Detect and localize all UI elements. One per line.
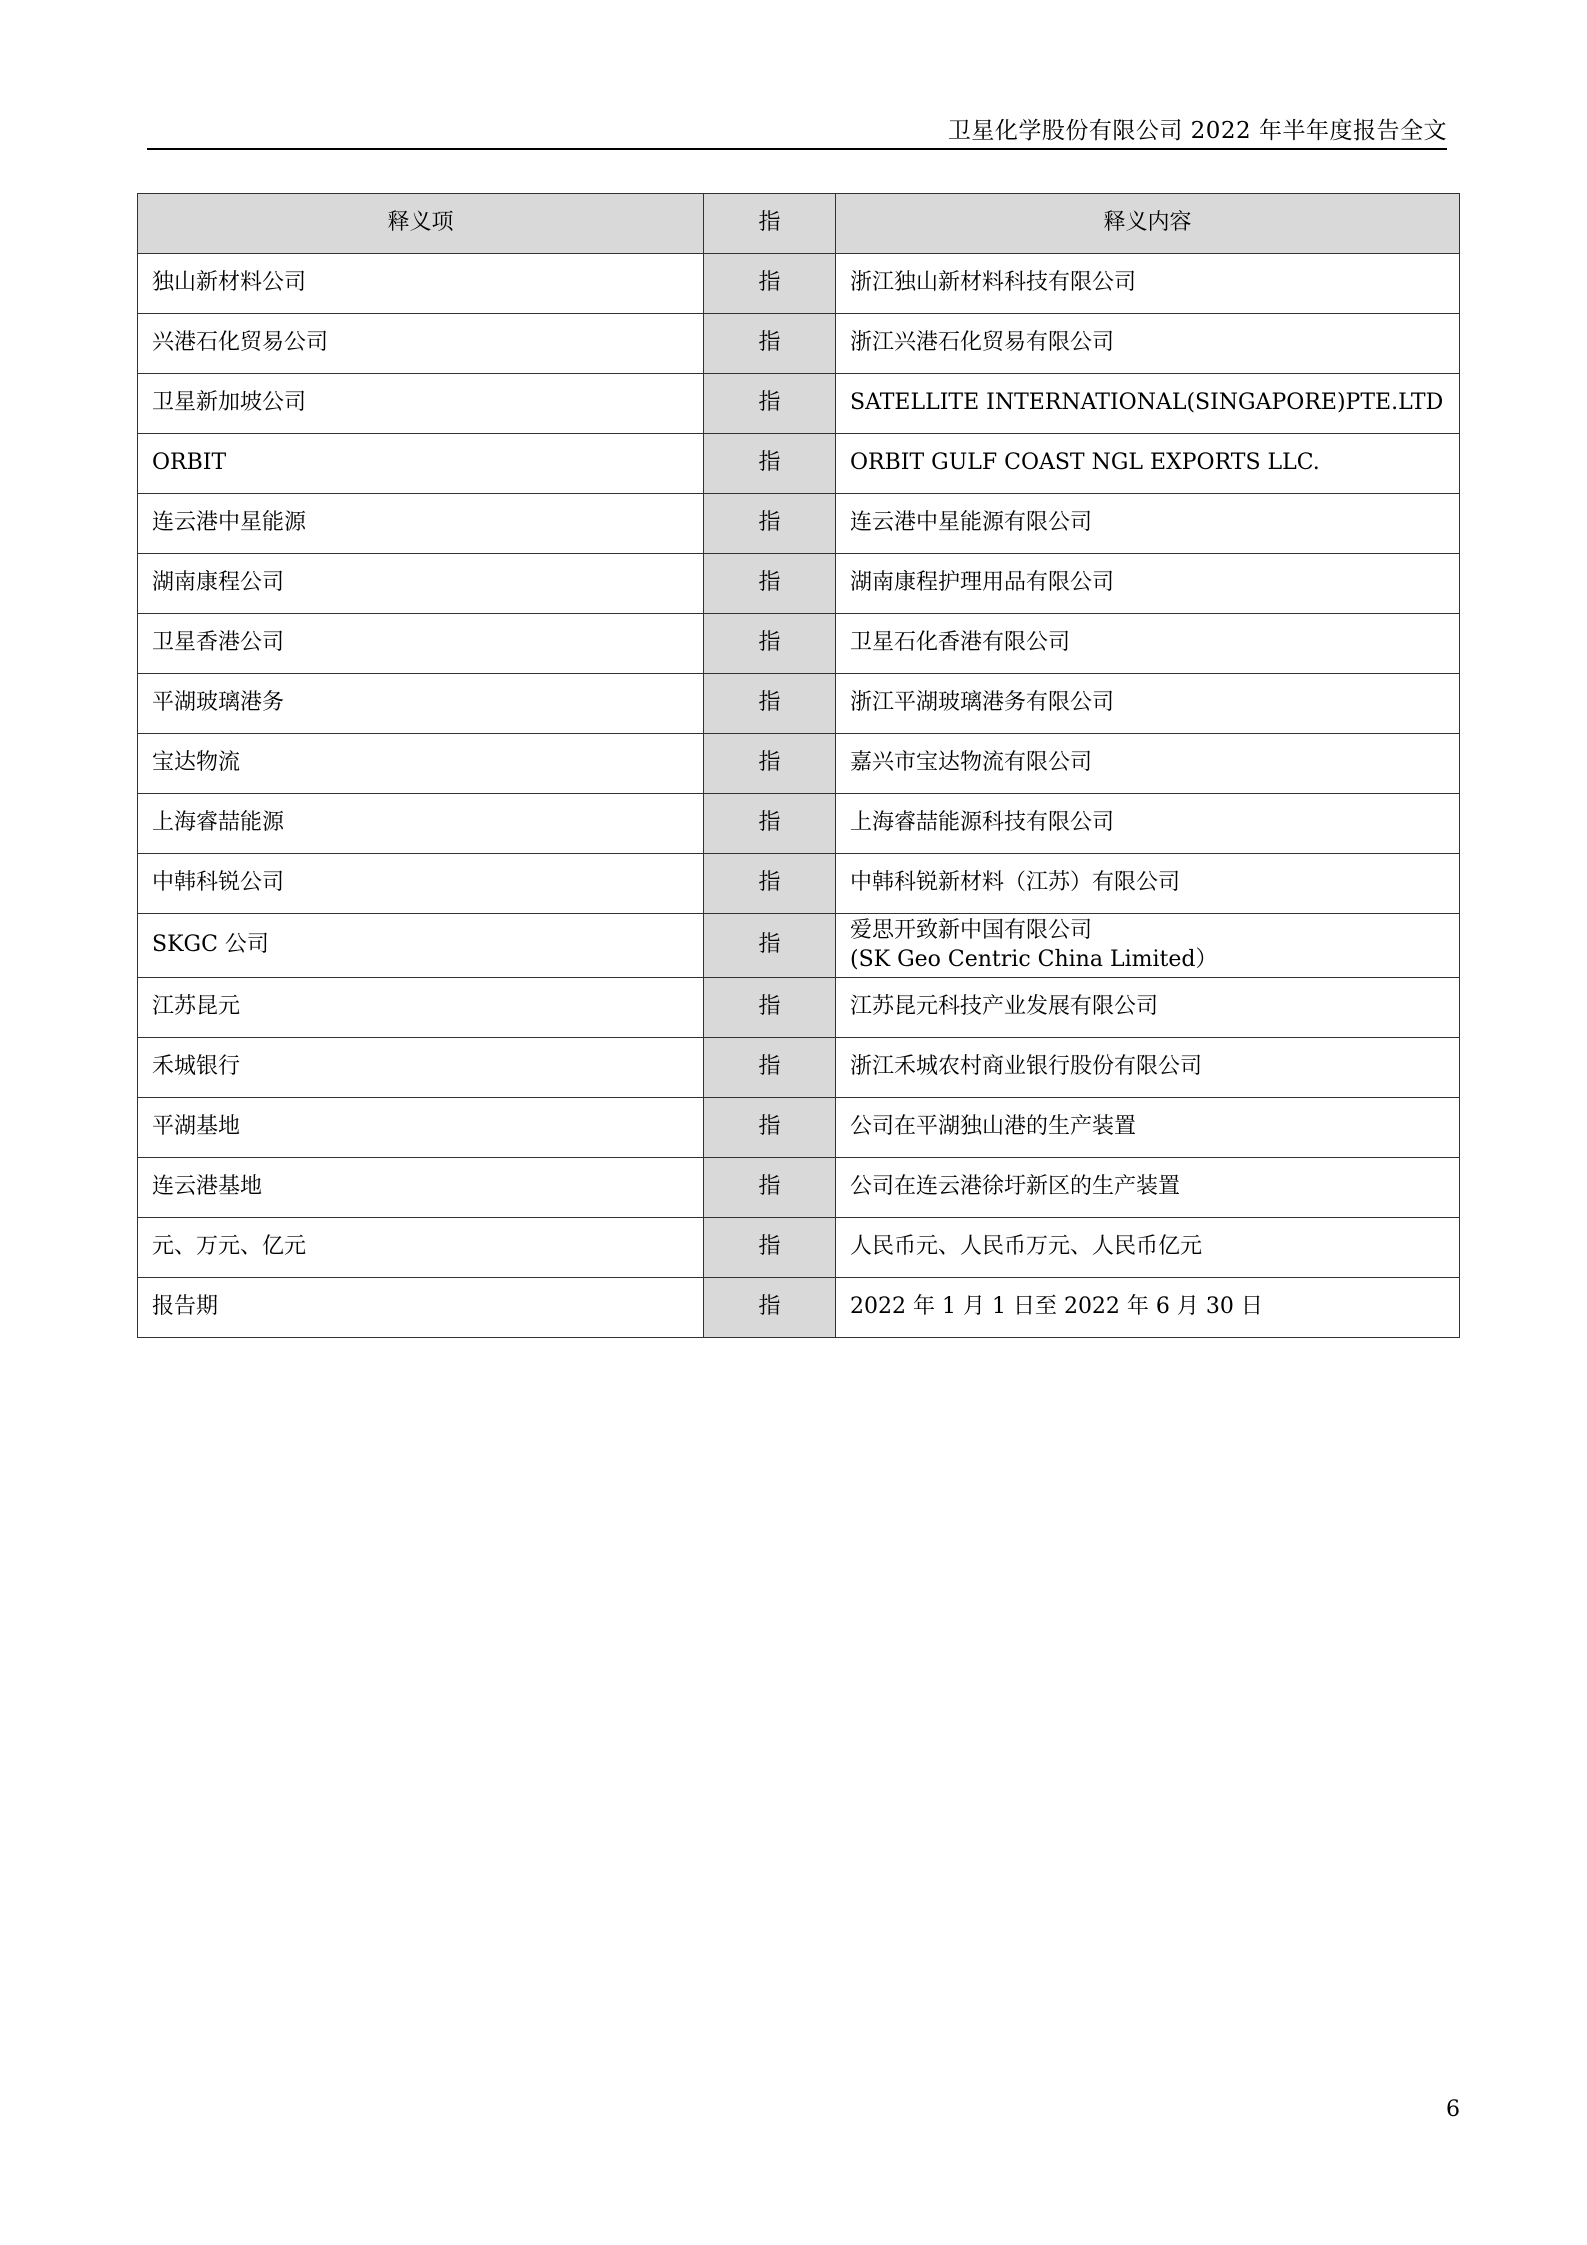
table-row bbox=[138, 914, 1460, 978]
meaning-line: 浙江独山新材料科技有限公司 bbox=[850, 270, 1137, 296]
term-cell: 江苏昆元 bbox=[138, 978, 704, 1038]
meaning-line: 人民币元、人民币万元、人民币亿元 bbox=[850, 1234, 1203, 1260]
meaning-line: 浙江兴港石化贸易有限公司 bbox=[850, 330, 1115, 356]
meaning-cell bbox=[836, 1098, 1460, 1158]
meaning-cell bbox=[836, 374, 1460, 434]
meaning-cell bbox=[836, 434, 1460, 494]
meaning-cell bbox=[836, 1158, 1460, 1218]
term-cell: 元、万元、亿元 bbox=[138, 1218, 704, 1278]
term-cell: 独山新材料公司 bbox=[138, 254, 704, 314]
column-header-term: 释义项 bbox=[138, 194, 704, 254]
meaning-cell bbox=[836, 554, 1460, 614]
ref-cell: 指 bbox=[704, 614, 836, 674]
ref-cell: 指 bbox=[704, 374, 836, 434]
ref-cell: 指 bbox=[704, 554, 836, 614]
term-cell: 平湖玻璃港务 bbox=[138, 674, 704, 734]
ref-cell: 指 bbox=[704, 494, 836, 554]
table-row bbox=[138, 614, 1460, 674]
meaning-cell bbox=[836, 914, 1460, 978]
table-row bbox=[138, 1098, 1460, 1158]
ref-cell: 指 bbox=[704, 914, 836, 978]
ref-cell: 指 bbox=[704, 978, 836, 1038]
meaning-line: (SK Geo Centric China Limited） bbox=[850, 946, 1218, 972]
meaning-line: 卫星石化香港有限公司 bbox=[850, 630, 1071, 656]
meaning-line: 嘉兴市宝达物流有限公司 bbox=[850, 750, 1093, 776]
meaning-line: 爱思开致新中国有限公司 bbox=[850, 917, 1093, 943]
term-cell: SKGC 公司 bbox=[138, 914, 704, 978]
table-header-row bbox=[138, 194, 1460, 254]
meaning-line: 江苏昆元科技产业发展有限公司 bbox=[850, 994, 1159, 1020]
table-body bbox=[138, 254, 1460, 1338]
table-row bbox=[138, 1278, 1460, 1338]
ref-cell: 指 bbox=[704, 674, 836, 734]
meaning-line: 浙江禾城农村商业银行股份有限公司 bbox=[850, 1054, 1203, 1080]
meaning-cell bbox=[836, 978, 1460, 1038]
ref-cell: 指 bbox=[704, 1278, 836, 1338]
page-number: 6 bbox=[1446, 2097, 1460, 2122]
definitions-table bbox=[137, 193, 1460, 1338]
table-row bbox=[138, 254, 1460, 314]
table-row bbox=[138, 554, 1460, 614]
meaning-cell bbox=[836, 1038, 1460, 1098]
meaning-line: 浙江平湖玻璃港务有限公司 bbox=[850, 690, 1115, 716]
table-row bbox=[138, 978, 1460, 1038]
table-row bbox=[138, 494, 1460, 554]
meaning-cell bbox=[836, 1218, 1460, 1278]
table-row bbox=[138, 854, 1460, 914]
meaning-line: 公司在平湖独山港的生产装置 bbox=[850, 1114, 1137, 1140]
ref-cell: 指 bbox=[704, 314, 836, 374]
meaning-line: 2022 年 1 月 1 日至 2022 年 6 月 30 日 bbox=[850, 1294, 1263, 1320]
ref-cell: 指 bbox=[704, 854, 836, 914]
page-header bbox=[147, 108, 1447, 150]
table-row bbox=[138, 1038, 1460, 1098]
ref-cell: 指 bbox=[704, 1038, 836, 1098]
term-cell: 宝达物流 bbox=[138, 734, 704, 794]
column-header-meaning: 释义内容 bbox=[836, 194, 1460, 254]
ref-cell: 指 bbox=[704, 434, 836, 494]
term-cell: 兴港石化贸易公司 bbox=[138, 314, 704, 374]
meaning-cell bbox=[836, 1278, 1460, 1338]
ref-cell: 指 bbox=[704, 254, 836, 314]
meaning-cell bbox=[836, 254, 1460, 314]
meaning-line: 公司在连云港徐圩新区的生产装置 bbox=[850, 1174, 1181, 1200]
term-cell: 卫星香港公司 bbox=[138, 614, 704, 674]
column-header-ref: 指 bbox=[704, 194, 836, 254]
table-row bbox=[138, 674, 1460, 734]
ref-cell: 指 bbox=[704, 734, 836, 794]
header-title: 卫星化学股份有限公司 2022 年半年度报告全文 bbox=[947, 118, 1447, 144]
ref-cell: 指 bbox=[704, 1098, 836, 1158]
meaning-line: ORBIT GULF COAST NGL EXPORTS LLC. bbox=[850, 450, 1320, 476]
table-row bbox=[138, 314, 1460, 374]
table-row bbox=[138, 734, 1460, 794]
meaning-line: 连云港中星能源有限公司 bbox=[850, 510, 1093, 536]
ref-cell: 指 bbox=[704, 794, 836, 854]
ref-cell: 指 bbox=[704, 1158, 836, 1218]
term-cell: 中韩科锐公司 bbox=[138, 854, 704, 914]
term-cell: 卫星新加坡公司 bbox=[138, 374, 704, 434]
meaning-line: 上海睿喆能源科技有限公司 bbox=[850, 810, 1115, 836]
meaning-cell bbox=[836, 314, 1460, 374]
meaning-cell bbox=[836, 674, 1460, 734]
term-cell: 上海睿喆能源 bbox=[138, 794, 704, 854]
term-cell: 连云港中星能源 bbox=[138, 494, 704, 554]
meaning-cell bbox=[836, 494, 1460, 554]
term-cell: 平湖基地 bbox=[138, 1098, 704, 1158]
table-row bbox=[138, 794, 1460, 854]
term-cell: 连云港基地 bbox=[138, 1158, 704, 1218]
meaning-line: SATELLITE INTERNATIONAL(SINGAPORE)PTE.LTD bbox=[850, 390, 1444, 416]
term-cell: 报告期 bbox=[138, 1278, 704, 1338]
table-row bbox=[138, 1218, 1460, 1278]
term-cell: 湖南康程公司 bbox=[138, 554, 704, 614]
meaning-line: 湖南康程护理用品有限公司 bbox=[850, 570, 1115, 596]
term-cell: ORBIT bbox=[138, 434, 704, 494]
ref-cell: 指 bbox=[704, 1218, 836, 1278]
meaning-line: 中韩科锐新材料（江苏）有限公司 bbox=[850, 870, 1181, 896]
meaning-cell bbox=[836, 614, 1460, 674]
table-row bbox=[138, 434, 1460, 494]
meaning-cell bbox=[836, 854, 1460, 914]
table-row bbox=[138, 1158, 1460, 1218]
meaning-cell bbox=[836, 734, 1460, 794]
table-row bbox=[138, 374, 1460, 434]
meaning-cell bbox=[836, 794, 1460, 854]
term-cell: 禾城银行 bbox=[138, 1038, 704, 1098]
